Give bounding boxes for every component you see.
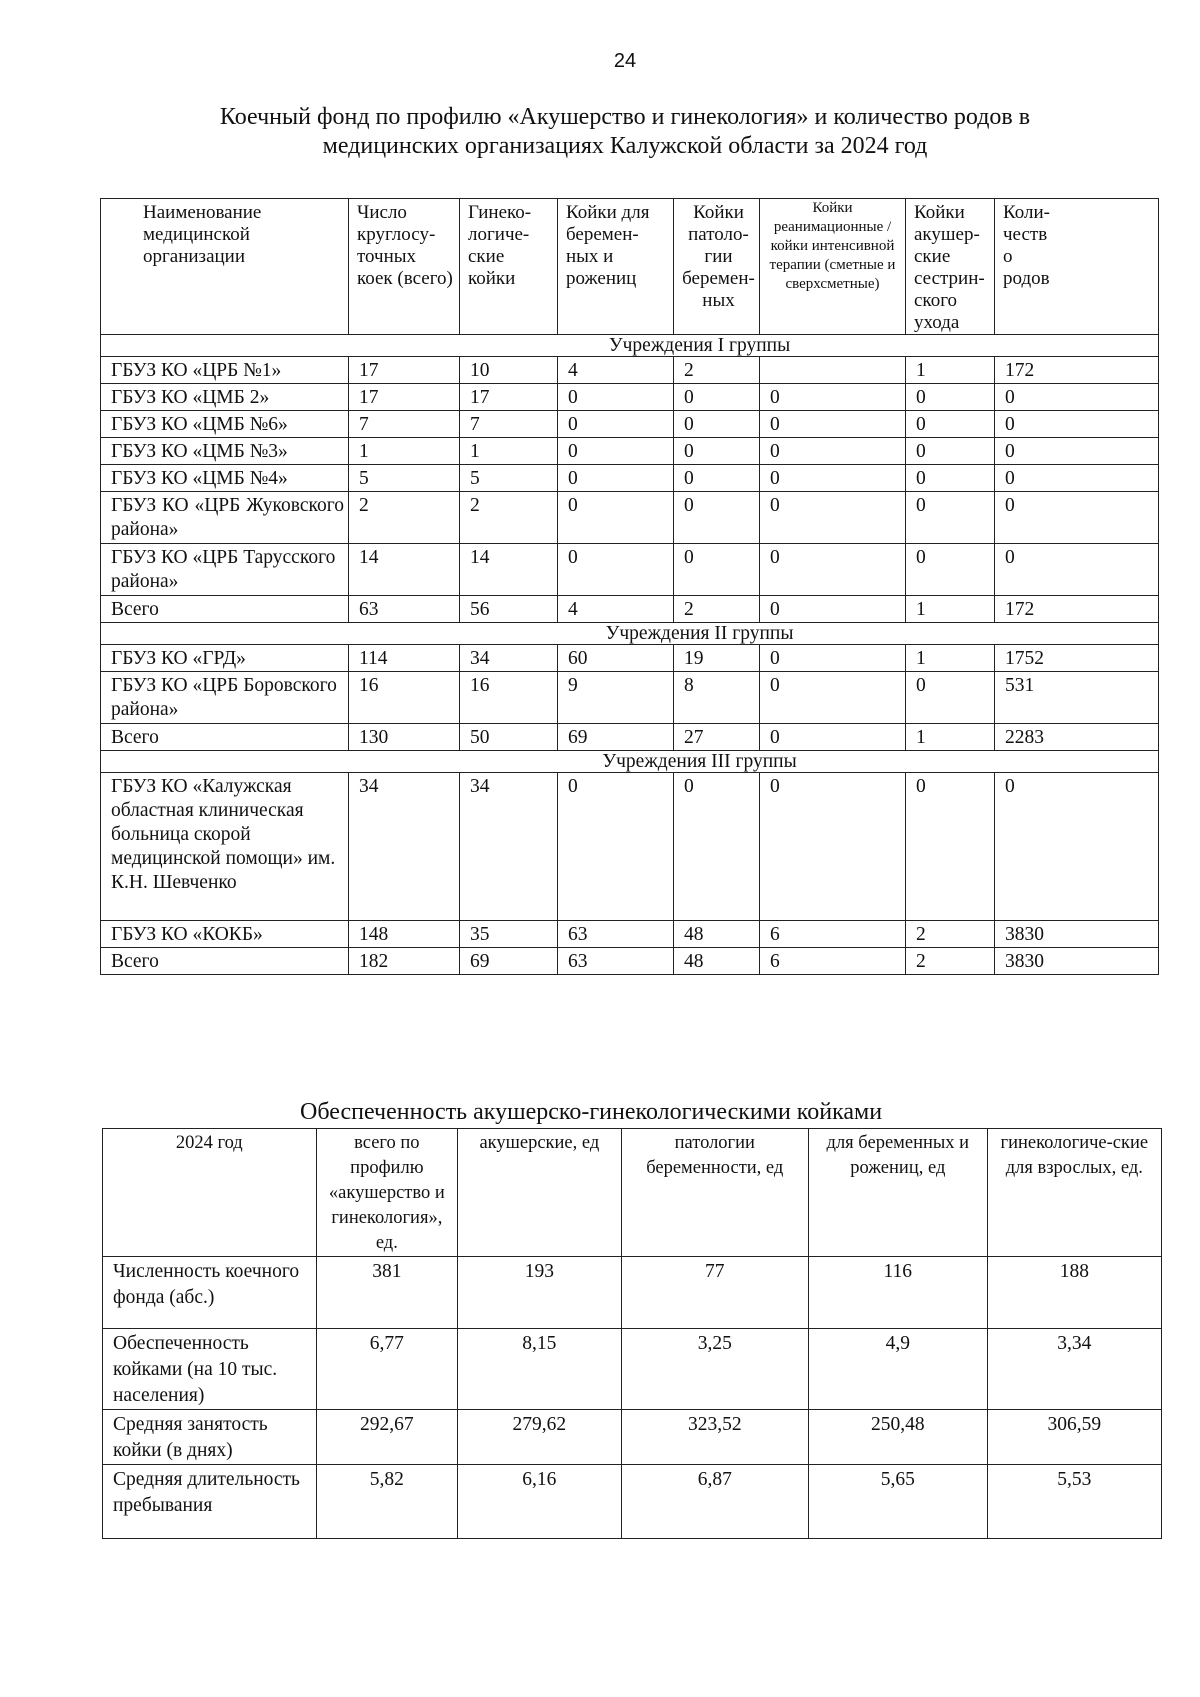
table-cell: 2 bbox=[674, 357, 760, 384]
table-row bbox=[101, 465, 1159, 492]
total-cell: 2 bbox=[906, 948, 995, 975]
beds-table bbox=[100, 198, 1159, 975]
total-cell: 1 bbox=[906, 724, 995, 751]
table-cell: 0 bbox=[995, 465, 1159, 492]
table-cell: 17 bbox=[460, 384, 558, 411]
total-cell: 0 bbox=[760, 596, 906, 623]
table-cell: 14 bbox=[349, 544, 460, 596]
table-row bbox=[101, 411, 1159, 438]
organization-name: ГБУЗ КО «ЦРБ Жуковского района» bbox=[101, 492, 349, 544]
header-nursing-beds: Койки акушер-ские сестрин-ского ухода bbox=[906, 199, 995, 335]
header-pathology-beds: Койки патоло-гии беремен-ных bbox=[674, 199, 760, 335]
table-cell: 48 bbox=[674, 921, 760, 948]
total-row bbox=[101, 596, 1159, 623]
table-cell: 5,65 bbox=[808, 1465, 987, 1539]
total-cell: 50 bbox=[460, 724, 558, 751]
total-cell: 6 bbox=[760, 948, 906, 975]
table-cell: 2 bbox=[906, 921, 995, 948]
total-row bbox=[101, 948, 1159, 975]
table-cell: 6,77 bbox=[316, 1329, 458, 1410]
header-organization: Наименование медицинской организации bbox=[101, 199, 349, 335]
total-cell: 2283 bbox=[995, 724, 1159, 751]
table-cell: 0 bbox=[995, 544, 1159, 596]
table-cell: 0 bbox=[674, 773, 760, 921]
table-cell: 5,53 bbox=[987, 1465, 1161, 1539]
total-label: Всего bbox=[101, 724, 349, 751]
table-cell: 0 bbox=[906, 465, 995, 492]
group-header: Учреждения III группы bbox=[101, 751, 1159, 773]
table-cell: 8,15 bbox=[458, 1329, 621, 1410]
table-cell: 7 bbox=[460, 411, 558, 438]
table-cell: 17 bbox=[349, 357, 460, 384]
table-cell: 0 bbox=[760, 411, 906, 438]
table-cell: 16 bbox=[349, 672, 460, 724]
table-cell: 0 bbox=[906, 384, 995, 411]
supply-header-obstetric: акушерские, ед bbox=[458, 1129, 621, 1257]
table-row bbox=[101, 921, 1159, 948]
table-cell: 6,87 bbox=[621, 1465, 808, 1539]
table-cell: 0 bbox=[558, 438, 674, 465]
table-cell: 0 bbox=[906, 411, 995, 438]
table-cell: 1752 bbox=[995, 645, 1159, 672]
title-line-1: Коечный фонд по профилю «Акушерство и гинекология» и количество родов в bbox=[219, 104, 1031, 130]
organization-name: ГБУЗ КО «ЦМБ №4» bbox=[101, 465, 349, 492]
table-cell: 14 bbox=[460, 544, 558, 596]
table-cell: 0 bbox=[558, 384, 674, 411]
table-cell: 0 bbox=[760, 672, 906, 724]
table-cell: 34 bbox=[349, 773, 460, 921]
table-row bbox=[101, 357, 1159, 384]
table-cell: 0 bbox=[995, 411, 1159, 438]
table-cell: 279,62 bbox=[458, 1410, 621, 1465]
indicator-name: Численность коечного фонда (абс.) bbox=[103, 1257, 317, 1329]
table-cell: 292,67 bbox=[316, 1410, 458, 1465]
table-cell: 0 bbox=[995, 438, 1159, 465]
total-cell: 130 bbox=[349, 724, 460, 751]
table-cell: 2 bbox=[349, 492, 460, 544]
table-cell bbox=[760, 357, 906, 384]
table-row bbox=[101, 492, 1159, 544]
table-cell: 34 bbox=[460, 773, 558, 921]
total-cell: 69 bbox=[558, 724, 674, 751]
total-cell: 2 bbox=[674, 596, 760, 623]
total-cell: 27 bbox=[674, 724, 760, 751]
table-cell: 0 bbox=[558, 544, 674, 596]
table-cell: 0 bbox=[674, 411, 760, 438]
table-row bbox=[103, 1410, 1162, 1465]
table-cell: 172 bbox=[995, 357, 1159, 384]
supply-header-year: 2024 год bbox=[103, 1129, 317, 1257]
header-gynecology-beds: Гинеко-логиче-ские койки bbox=[460, 199, 558, 335]
table-cell: 0 bbox=[760, 492, 906, 544]
total-cell: 56 bbox=[460, 596, 558, 623]
total-cell: 48 bbox=[674, 948, 760, 975]
table-row bbox=[101, 645, 1159, 672]
table-cell: 0 bbox=[558, 773, 674, 921]
table-row bbox=[101, 544, 1159, 596]
table-cell: 3830 bbox=[995, 921, 1159, 948]
table-row bbox=[103, 1465, 1162, 1539]
table-cell: 4,9 bbox=[808, 1329, 987, 1410]
total-cell: 182 bbox=[349, 948, 460, 975]
table-cell: 0 bbox=[558, 411, 674, 438]
table-cell: 3,25 bbox=[621, 1329, 808, 1410]
table-cell: 63 bbox=[558, 921, 674, 948]
supply-section-title: Обеспеченность акушерско-гинекологическими койками bbox=[300, 1099, 883, 1125]
table-row bbox=[103, 1257, 1162, 1329]
document-title bbox=[120, 103, 1130, 161]
organization-name: ГБУЗ КО «ЦРБ Тарусского района» bbox=[101, 544, 349, 596]
table-cell: 0 bbox=[674, 465, 760, 492]
table-cell: 0 bbox=[674, 384, 760, 411]
total-cell: 3830 bbox=[995, 948, 1159, 975]
table-cell: 0 bbox=[906, 492, 995, 544]
table-cell: 306,59 bbox=[987, 1410, 1161, 1465]
table-cell: 116 bbox=[808, 1257, 987, 1329]
table-cell: 6,16 bbox=[458, 1465, 621, 1539]
table-cell: 0 bbox=[995, 384, 1159, 411]
table-cell: 10 bbox=[460, 357, 558, 384]
supply-header-pregnant: для беременных и рожениц, ед bbox=[808, 1129, 987, 1257]
table-cell: 381 bbox=[316, 1257, 458, 1329]
table-cell: 0 bbox=[674, 492, 760, 544]
table-cell: 0 bbox=[760, 544, 906, 596]
table-cell: 1 bbox=[906, 357, 995, 384]
table-cell: 0 bbox=[760, 773, 906, 921]
table-cell: 148 bbox=[349, 921, 460, 948]
organization-name: ГБУЗ КО «КОКБ» bbox=[101, 921, 349, 948]
group-header: Учреждения I группы bbox=[101, 335, 1159, 357]
total-label: Всего bbox=[101, 596, 349, 623]
supply-table-body bbox=[103, 1257, 1162, 1539]
table-cell: 77 bbox=[621, 1257, 808, 1329]
organization-name: ГБУЗ КО «ЦРБ Боровского района» bbox=[101, 672, 349, 724]
table-cell: 1 bbox=[349, 438, 460, 465]
header-total-beds: Число круглосу-точных коек (всего) bbox=[349, 199, 460, 335]
table-cell: 8 bbox=[674, 672, 760, 724]
table-cell: 0 bbox=[558, 492, 674, 544]
indicator-name: Средняя занятость койки (в днях) bbox=[103, 1410, 317, 1465]
supply-header-pathology: патологии беременности, ед bbox=[621, 1129, 808, 1257]
table-row bbox=[101, 672, 1159, 724]
table-cell: 0 bbox=[995, 492, 1159, 544]
table-cell: 0 bbox=[906, 773, 995, 921]
organization-name: ГБУЗ КО «ЦМБ №3» bbox=[101, 438, 349, 465]
table-cell: 193 bbox=[458, 1257, 621, 1329]
table-cell: 4 bbox=[558, 357, 674, 384]
supply-header-gynecology-adult: гинекологиче-ские для взрослых, ед. bbox=[987, 1129, 1161, 1257]
table-cell: 7 bbox=[349, 411, 460, 438]
table-cell: 0 bbox=[906, 544, 995, 596]
table-cell: 0 bbox=[674, 544, 760, 596]
header-pregnant-beds: Койки для беремен-ных и рожениц bbox=[558, 199, 674, 335]
table-row bbox=[101, 384, 1159, 411]
table-cell: 114 bbox=[349, 645, 460, 672]
table-row bbox=[101, 773, 1159, 921]
table-cell: 6 bbox=[760, 921, 906, 948]
table-cell: 0 bbox=[558, 465, 674, 492]
table-cell: 323,52 bbox=[621, 1410, 808, 1465]
table-cell: 2 bbox=[460, 492, 558, 544]
page-number: 24 bbox=[613, 50, 637, 72]
organization-name: ГБУЗ КО «ЦРБ №1» bbox=[101, 357, 349, 384]
supply-table bbox=[102, 1128, 1162, 1539]
total-cell: 172 bbox=[995, 596, 1159, 623]
table-row bbox=[103, 1329, 1162, 1410]
beds-table-body bbox=[101, 335, 1159, 975]
total-cell: 63 bbox=[349, 596, 460, 623]
title-line-2: медицинских организациях Калужской области за 2024 год bbox=[322, 133, 928, 159]
table-cell: 5,82 bbox=[316, 1465, 458, 1539]
table-cell: 0 bbox=[906, 672, 995, 724]
total-cell: 4 bbox=[558, 596, 674, 623]
group-header: Учреждения II группы bbox=[101, 623, 1159, 645]
table-cell: 188 bbox=[987, 1257, 1161, 1329]
table-cell: 17 bbox=[349, 384, 460, 411]
table-cell: 34 bbox=[460, 645, 558, 672]
table-cell: 0 bbox=[906, 438, 995, 465]
table-row bbox=[101, 438, 1159, 465]
table-cell: 0 bbox=[760, 645, 906, 672]
total-row bbox=[101, 724, 1159, 751]
table-cell: 5 bbox=[460, 465, 558, 492]
table-cell: 250,48 bbox=[808, 1410, 987, 1465]
table-cell: 0 bbox=[760, 465, 906, 492]
organization-name: ГБУЗ КО «ГРД» bbox=[101, 645, 349, 672]
supply-header-total-profile: всего по профилю «акушерство и гинекология», ед. bbox=[316, 1129, 458, 1257]
table-cell: 3,34 bbox=[987, 1329, 1161, 1410]
table-cell: 5 bbox=[349, 465, 460, 492]
table-cell: 16 bbox=[460, 672, 558, 724]
table-cell: 0 bbox=[760, 384, 906, 411]
organization-name: ГБУЗ КО «ЦМБ №6» bbox=[101, 411, 349, 438]
total-cell: 63 bbox=[558, 948, 674, 975]
table-cell: 0 bbox=[674, 438, 760, 465]
header-births-count: Коли-честв о родов bbox=[995, 199, 1159, 335]
table-cell: 35 bbox=[460, 921, 558, 948]
indicator-name: Обеспеченность койками (на 10 тыс. населения) bbox=[103, 1329, 317, 1410]
table-cell: 60 bbox=[558, 645, 674, 672]
table-cell: 9 bbox=[558, 672, 674, 724]
organization-name: ГБУЗ КО «ЦМБ 2» bbox=[101, 384, 349, 411]
table-cell: 0 bbox=[995, 773, 1159, 921]
table-cell: 0 bbox=[760, 438, 906, 465]
organization-name: ГБУЗ КО «Калужская областная клиническая больница скорой медицинской помощи» им. К.Н. Шевченко bbox=[101, 773, 349, 921]
header-icu-beds: Койки реанимационные /койки интенсивной терапии (сметные и сверхсметные) bbox=[760, 199, 906, 335]
table-cell: 1 bbox=[460, 438, 558, 465]
total-label: Всего bbox=[101, 948, 349, 975]
total-cell: 0 bbox=[760, 724, 906, 751]
table-cell: 1 bbox=[906, 645, 995, 672]
table-cell: 19 bbox=[674, 645, 760, 672]
total-cell: 1 bbox=[906, 596, 995, 623]
indicator-name: Средняя длительность пребывания bbox=[103, 1465, 317, 1539]
table-cell: 531 bbox=[995, 672, 1159, 724]
total-cell: 69 bbox=[460, 948, 558, 975]
